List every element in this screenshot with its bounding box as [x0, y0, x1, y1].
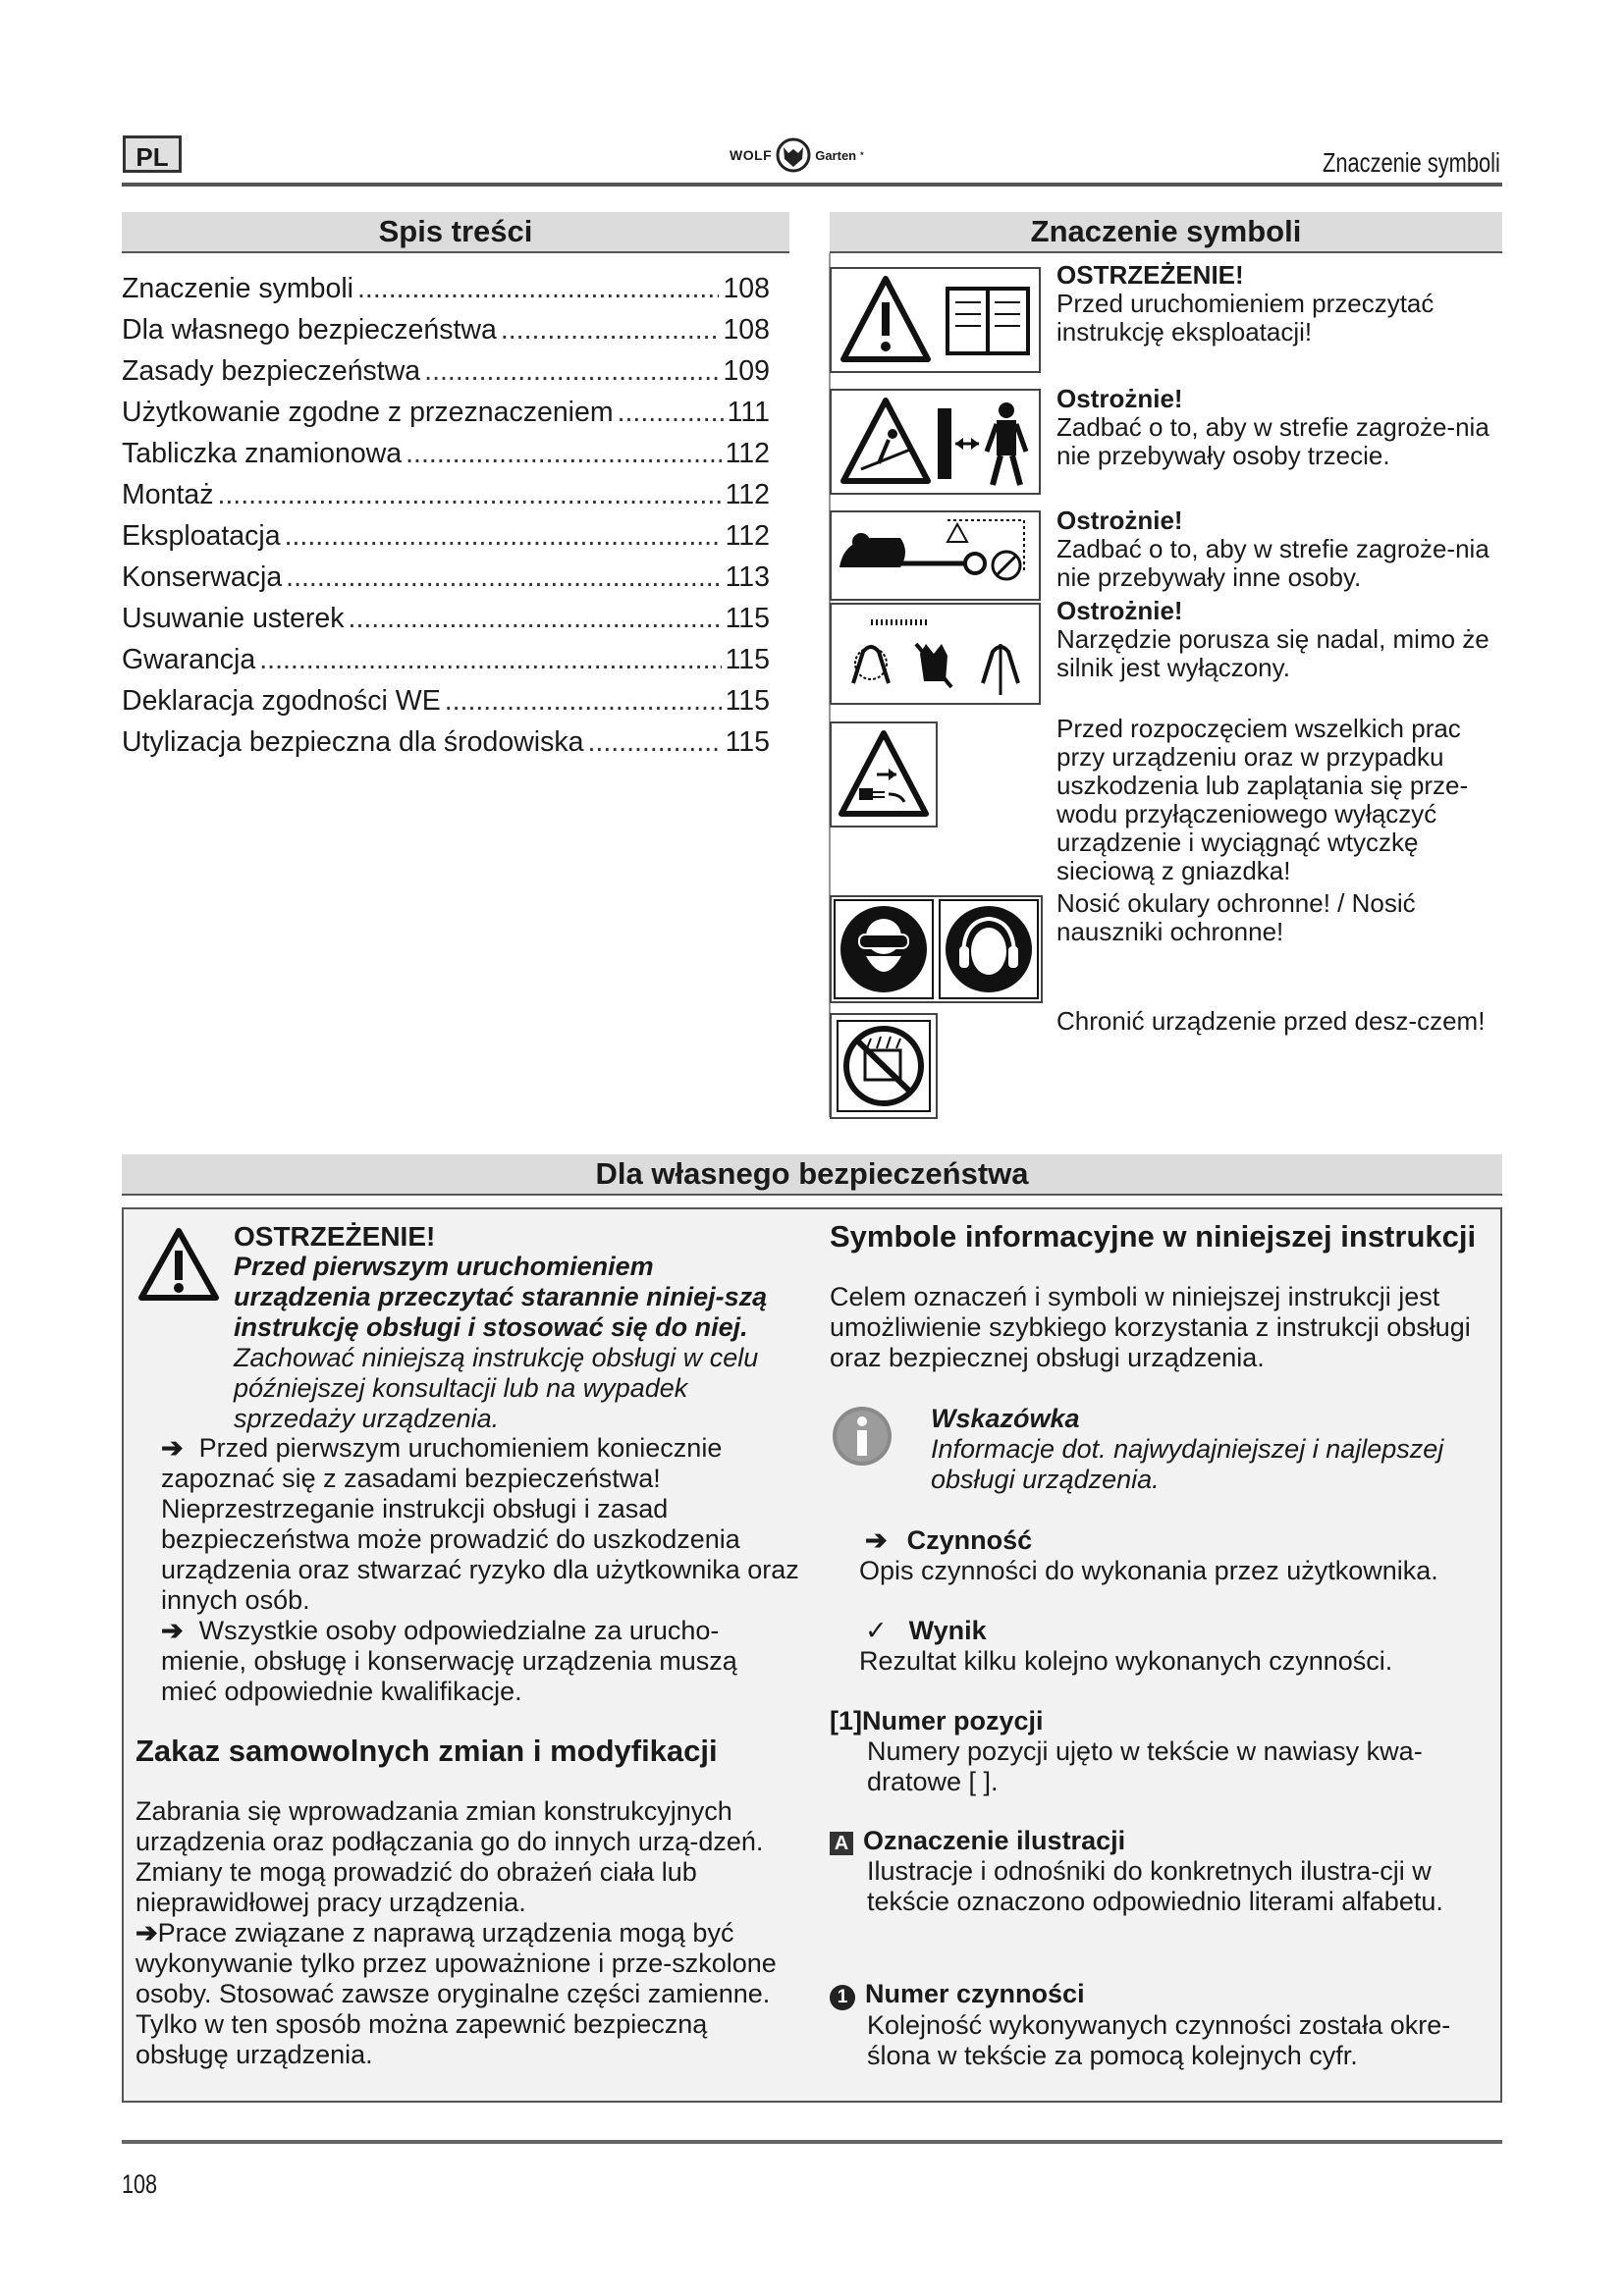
toc-leader [424, 355, 719, 388]
toc-title: Spis treści [378, 214, 533, 248]
action-block [859, 1525, 1497, 1586]
toc-leader [618, 397, 724, 429]
toc-leader [445, 685, 722, 718]
toc-item[interactable] [122, 479, 770, 520]
symbol-text: Przed rozpoczęciem wszelkich prac przy urządzeniu oraz w przypadku uszkodzenia lub zaplątania się prze-wodu przyłączeniowego wyłączyć urządzenie i wyciągnąć wtyczkę sieciową z gniazdka! [1056, 714, 1469, 885]
symbol-heading: OSTRZEŻENIE! [1056, 260, 1244, 290]
safety-title: Dla własnego bezpieczeństwa [595, 1156, 1029, 1191]
action-heading: Czynność [906, 1525, 1033, 1555]
toc-item[interactable] [122, 273, 770, 314]
toc-leader [285, 520, 722, 553]
bullet-item [161, 1433, 799, 1616]
toc-leader [587, 726, 721, 759]
warning-bold-text: Przed pierwszym uruchomieniem urządzenia przeczytać starannie niniej-szą instrukcję obsługi i stosować się do niej. [234, 1252, 768, 1342]
info-intro: Celem oznaczeń i symboli w niniejszej instrukcji jest umożliwienie szybkiego korzystania z instrukcji obsługi oraz bezpiecznej obsługi urządzenia. [830, 1282, 1471, 1372]
position-block [830, 1706, 1497, 1797]
toc-item-label: Gwarancja [122, 644, 256, 675]
toc-item-label: Dla własnego bezpieczeństwa [122, 314, 497, 346]
toc-item-label: Zasady bezpieczeństwa [122, 355, 421, 387]
hint-text: Informacje dot. najwydajniejszej i najlepszej obsługi urządzenia. [931, 1434, 1444, 1494]
bullet-text: Wszystkie osoby odpowiedzialne za urucho-mienie, obsługę i konserwację urządzenia muszą mieć odpowiednie kwalifikacje. [161, 1616, 737, 1706]
toc-item-page: 115 [725, 603, 770, 634]
symbol-text: Zadbać o to, aby w strefie zagroże-nia nie przebywały osoby trzecie. [1056, 412, 1489, 470]
action-text: Opis czynności do wykonania przez użytkownika. [859, 1556, 1438, 1585]
toc-leader [259, 644, 721, 676]
toc-item-page: 108 [723, 314, 770, 346]
symbol-description [1056, 261, 1498, 347]
trimmer-danger-zone-icon [830, 510, 1041, 601]
checkmark-icon: ✓ [865, 1616, 888, 1645]
position-text: Numery pozycji ujęto w tekście w nawiasy kwa-dratowe [ ]. [867, 1736, 1423, 1796]
toc-leader [286, 561, 721, 594]
toc-item-label: Deklaracja zgodności WE [122, 685, 441, 717]
symbol-description [1056, 715, 1498, 885]
toc-item[interactable] [122, 397, 770, 438]
symbols-title: Znaczenie symboli [1030, 214, 1302, 248]
running-header-title: Znaczenie symboli [1323, 147, 1500, 178]
unplug-icon [830, 721, 938, 828]
symbol-heading: Ostrożnie! [1056, 596, 1183, 625]
symbol-description [1056, 889, 1498, 946]
toc-item-label: Utylizacja bezpieczna dla środowiska [122, 726, 584, 758]
symbol-description [1056, 1007, 1498, 1036]
arrow-icon: ➔ [161, 1616, 184, 1645]
brand-logo [730, 133, 887, 177]
toc-item-label: Eksploatacja [122, 520, 281, 552]
registered-mark: * [860, 150, 864, 160]
toc-item-page: 113 [725, 561, 770, 593]
toc-item-page: 111 [727, 397, 770, 428]
arrow-icon: ➔ [161, 1433, 184, 1463]
toc-item-page: 109 [723, 355, 770, 387]
no-rain-icon [830, 1013, 938, 1119]
safety-bullets [161, 1433, 799, 1707]
toc-item-page: 112 [725, 479, 770, 510]
hint-heading: Wskazówka [931, 1404, 1080, 1433]
toc-leader [349, 603, 722, 635]
toc-item[interactable] [122, 644, 770, 685]
illustration-marker-icon: A [830, 1832, 853, 1855]
arrow-icon: ➔ [865, 1525, 888, 1555]
toc-item-label: Konserwacja [122, 561, 283, 593]
result-heading: Wynik [908, 1616, 987, 1645]
hint-block [931, 1404, 1498, 1495]
toc-item-label: Użytkowanie zgodne z przeznaczeniem [122, 397, 614, 428]
step-heading: Numer czynności [865, 1979, 1085, 2008]
toc-item-page: 115 [725, 644, 770, 675]
toc-item[interactable] [122, 438, 770, 479]
toc-item-page: 115 [725, 685, 770, 717]
table-of-contents [122, 273, 770, 768]
toc-item-label: Montaż [122, 479, 214, 510]
symbol-description [1056, 385, 1498, 470]
result-block [859, 1616, 1497, 1677]
step-marker-icon: 1 [830, 1985, 855, 2010]
symbol-description [1056, 597, 1498, 682]
warning-italic-text: Zachować niniejszą instrukcję obsługi w celu późniejszej konsultacji lub na wypadek sprzedaży urządzenia. [234, 1343, 759, 1433]
modification-bullet [135, 1918, 803, 2070]
toc-title-bar [122, 212, 789, 253]
modification-heading: Zakaz samowolnych zmian i modyfikacji [135, 1734, 718, 1768]
footer-divider [122, 2140, 1502, 2144]
symbol-description [1056, 507, 1498, 592]
toc-item-page: 108 [723, 273, 770, 304]
warning-manual-icon [830, 267, 1041, 373]
toc-leader [217, 479, 721, 511]
toc-item[interactable] [122, 561, 770, 603]
toc-item-page: 115 [725, 726, 770, 758]
page-number: 108 [122, 2169, 158, 2199]
rotating-tool-icon [830, 603, 1041, 705]
modification-text: Zabrania się wprowadzania zmian konstrukcyjnych urządzenia oraz podłączania go do innych urzą-dzeń. Zmiany te mogą prowadzić do obrażeń ciała lub nieprawidłowej pracy urządzenia. [135, 1796, 764, 1917]
brand-left: WOLF [730, 147, 773, 163]
bullet-item [161, 1616, 799, 1707]
warning-block [234, 1221, 793, 1434]
illustration-heading: Oznaczenie ilustracji [863, 1826, 1126, 1855]
symbols-title-bar [830, 212, 1502, 253]
safety-title-bar [122, 1154, 1502, 1196]
symbol-text: Chronić urządzenie przed desz-czem! [1056, 1006, 1486, 1036]
language-badge: PL [123, 135, 182, 173]
toc-item[interactable] [122, 355, 770, 397]
toc-item-page: 112 [725, 520, 770, 552]
step-text: Kolejność wykonywanych czynności została okre-ślona w tekście za pomocą kolejnych cyfr. [867, 2010, 1451, 2070]
illustration-text: Ilustracje i odnośniki do konkretnych ilustra-cji w tekście oznaczono odpowiednio literami alfabetu. [867, 1856, 1443, 1916]
header-divider [122, 183, 1502, 187]
symbol-heading: Ostrożnie! [1056, 384, 1183, 413]
toc-leader [501, 314, 720, 347]
bullet-text: Prace związane z naprawą urządzenia mogą być wykonywanie tylko przez upoważnione i prze-szkolone osoby. Stosować zawsze oryginalne części zamienne. Tylko w ten sposób można zapewnić bezpieczną obsługę urządzenia. [135, 1918, 777, 2069]
warning-icon [135, 1225, 222, 1304]
wolf-head-icon [776, 137, 811, 173]
toc-item-page: 112 [725, 438, 770, 469]
info-icon [830, 1404, 894, 1468]
toc-item[interactable] [122, 314, 770, 355]
symbol-text: Przed uruchomieniem przeczytać instrukcję eksploatacji! [1056, 289, 1435, 347]
toc-item[interactable] [122, 726, 770, 768]
toc-item[interactable] [122, 685, 770, 726]
toc-leader [357, 273, 719, 305]
step-block [830, 1979, 1502, 2071]
goggles-earmuffs-icon [830, 895, 1043, 1003]
symbol-text: Narzędzie porusza się nadal, mimo że silnik jest wyłączony. [1056, 624, 1489, 682]
toc-leader [406, 438, 721, 470]
arrow-icon: ➔ [135, 1918, 158, 1948]
toc-item-label: Tabliczka znamionowa [122, 438, 403, 469]
info-heading: Symbole informacyjne w niniejszej instrukcji [830, 1219, 1477, 1254]
bullet-text: Przed pierwszym uruchomieniem koniecznie zapoznać się z zasadami bezpieczeństwa! Nieprzestrzeganie instrukcji obsługi i zasad bezpieczeństwa może prowadzić do uszkodzenia urządzenia oraz stwarzać ryzyko dla użytkownika oraz innych osób. [161, 1433, 799, 1615]
bystanders-distance-icon [830, 389, 1041, 495]
toc-item[interactable] [122, 520, 770, 561]
toc-item-label: Znaczenie symboli [122, 273, 354, 304]
toc-item[interactable] [122, 603, 770, 644]
symbol-heading: Ostrożnie! [1056, 506, 1183, 535]
warning-heading: OSTRZEŻENIE! [234, 1221, 436, 1252]
result-text: Rezultat kilku kolejno wykonanych czynności. [859, 1646, 1393, 1676]
symbol-text: Zadbać o to, aby w strefie zagroże-nia nie przebywały inne osoby. [1056, 534, 1489, 592]
symbol-text: Nosić okulary ochronne! / Nosić nauszniki ochronne! [1056, 888, 1416, 946]
brand-right: Garten [815, 147, 857, 163]
toc-item-label: Usuwanie usterek [122, 603, 345, 634]
position-heading: [1]Numer pozycji [830, 1706, 1044, 1735]
illustration-block [830, 1826, 1497, 1917]
